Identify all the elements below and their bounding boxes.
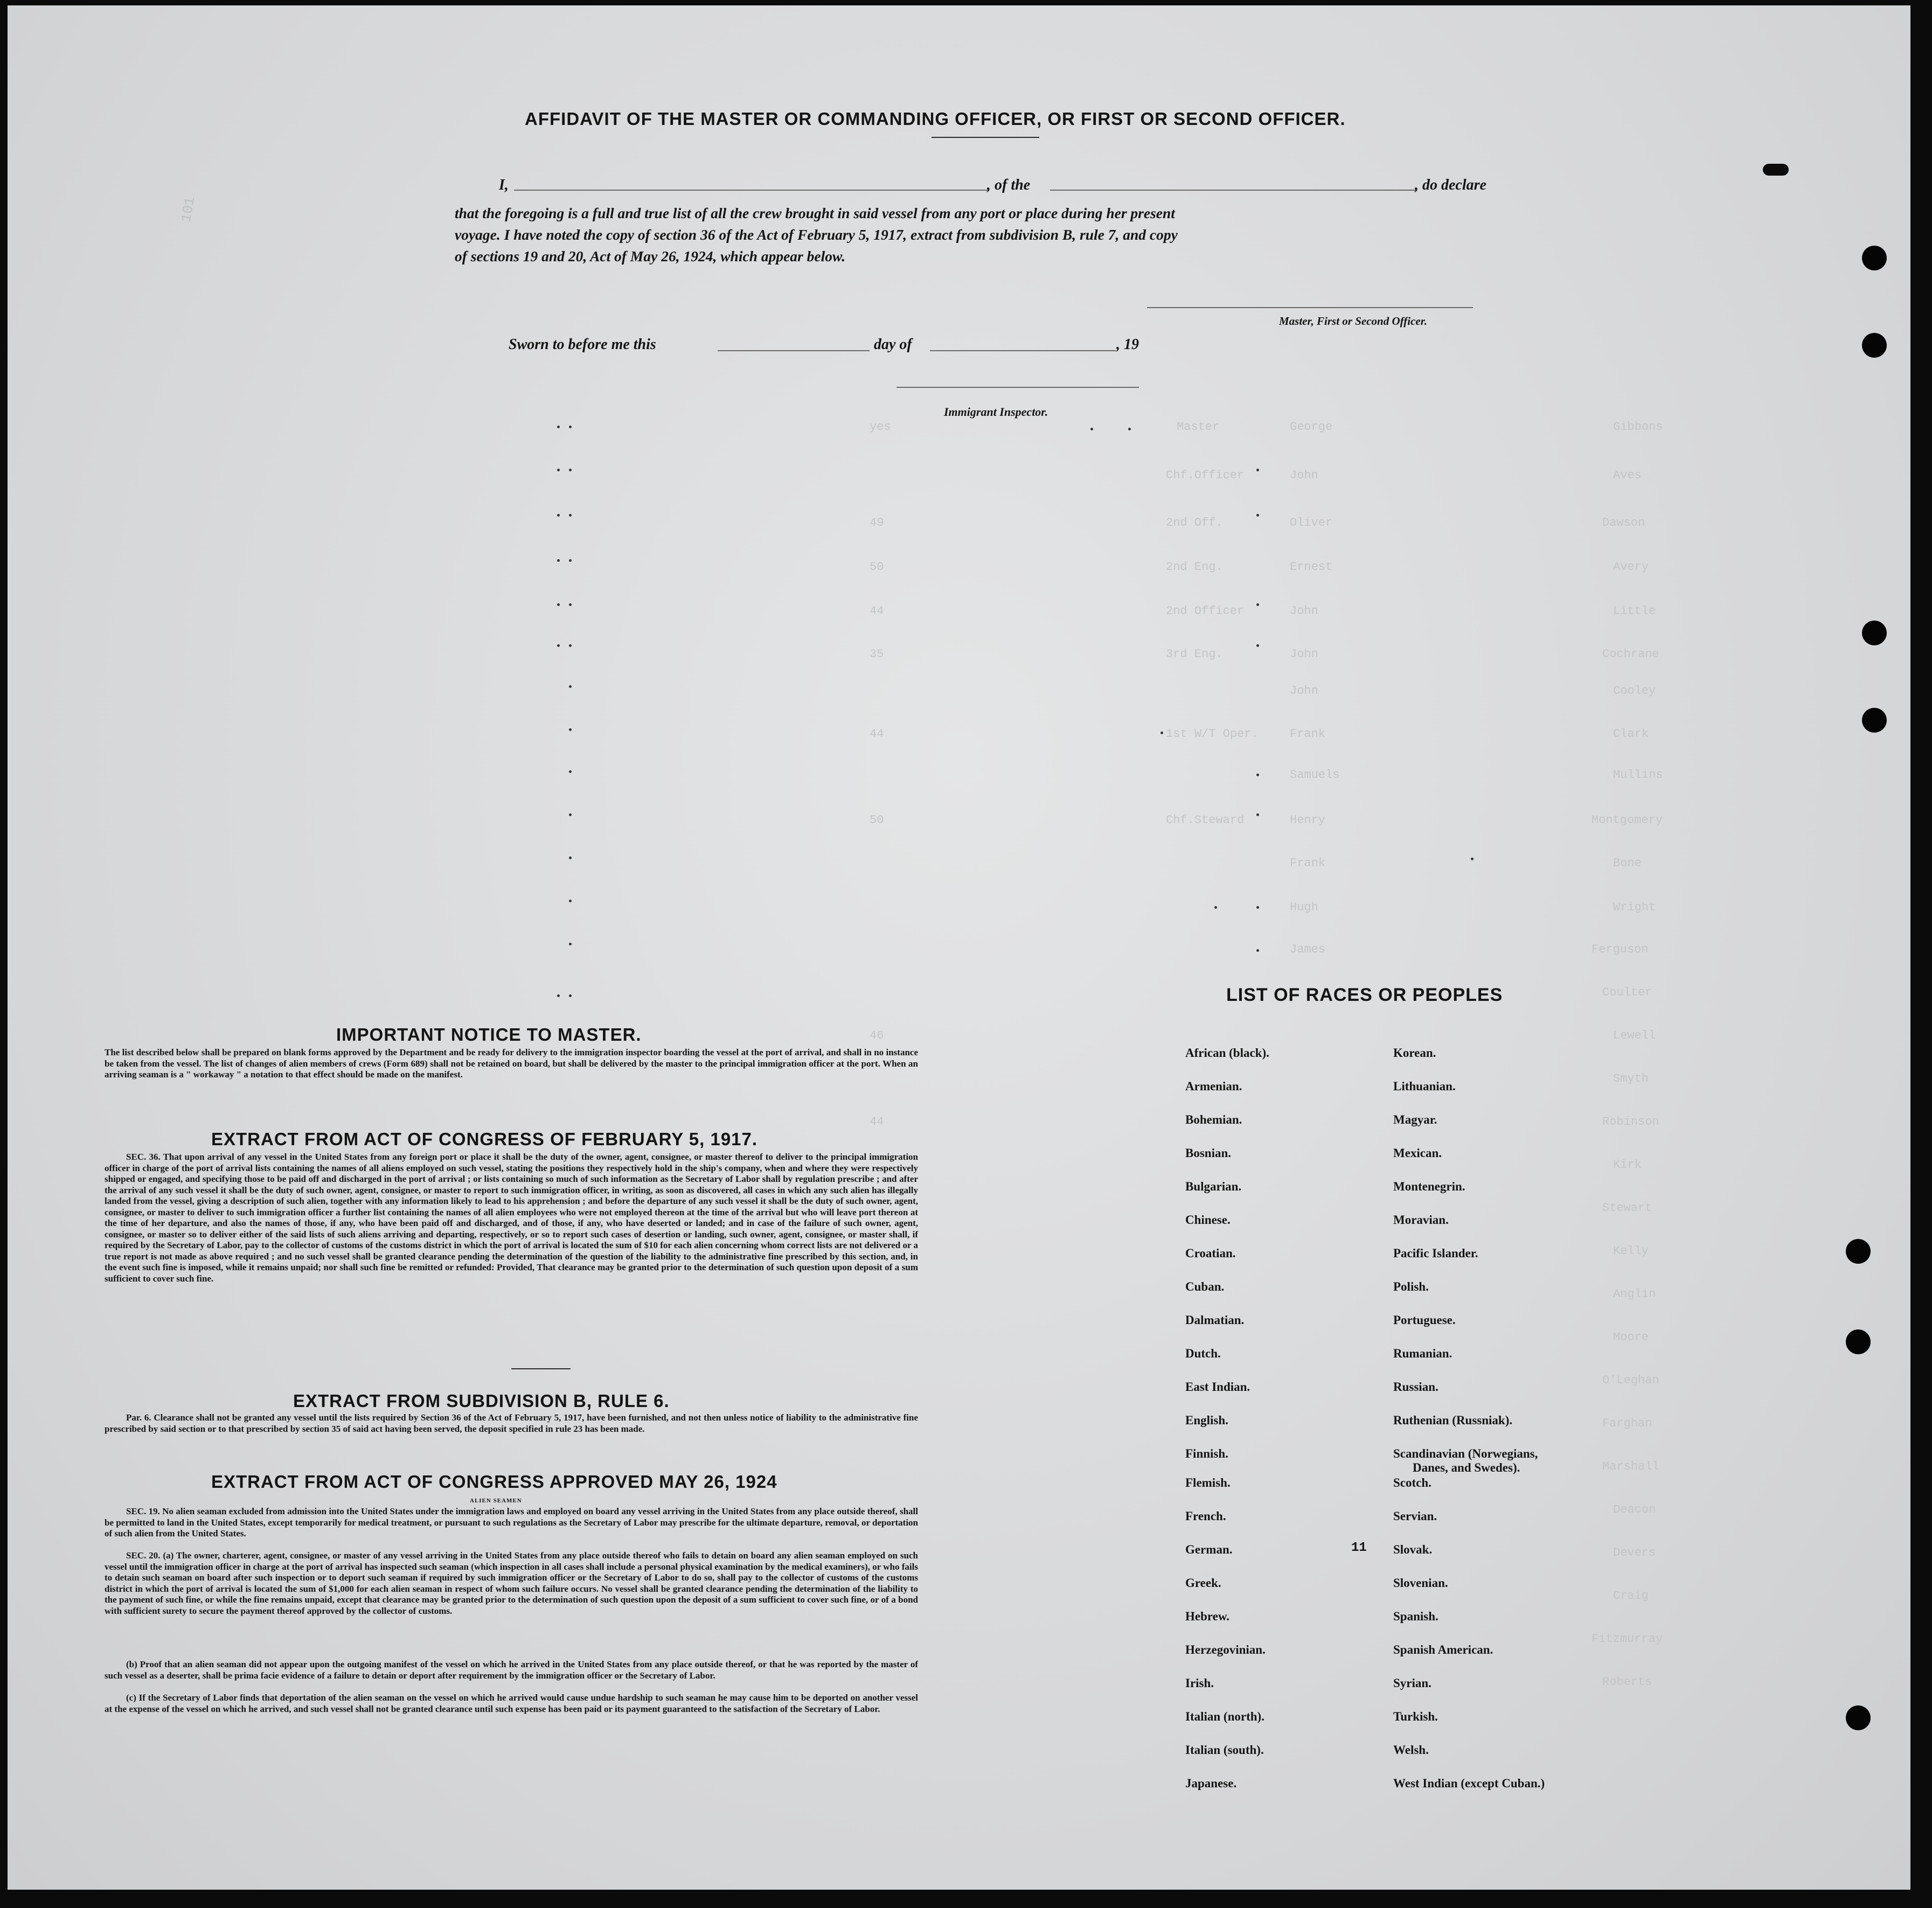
extract-1917-text: SEC. 36. That upon arrival of any vessel in the United States from any foreign port or place it shall be the duty of the owner, agent, consignee, or master thereof to deliver to the principal immigration officer in charge of the port of arrival lists containing the names of all aliens employed on such vessel, stating the positions they respectively hold in the ship's company, when and where they were respectively shipped or engaged, and specifying those to be paid off and discharged in the port of arrival ; or lists containing so much of such information as the Secretary of Labor shall by regulation prescribe ; and after the arrival of any such vessel it shall be the duty of such owner, agent, consignee, or master to report to such immigration officer, in writing, as soon as discovered, all cases in which any such alien has illegally landed from the vessel, giving a description of such alien, together with any information likely to lead to his apprehension ; and before the departure of any such vessel it shall be the duty of such owner, agent, consignee, or master to deliver to such immigration officer a further list containing the names of all alien employees who were not employed thereon at the time of the arrival but who will leave port thereon at the time of her departure, and also the names of those, if any, who have been paid off and discharged, and of those, if any, who have deserted or landed; and in case of the failure of such owner, agent, consignee, or master so to deliver either of the said lists of such aliens arriving and departing, respectively, or so to report such cases of desertion or landing, such owner, agent, consignee, or master shall, if required by the Secretary of Labor, pay to the collector of customs of the customs district in which the port of arrival is located the sum of $10 for each alien concerning whom correct lists are not delivered or a true report is not made as above required ; and no such vessel shall be granted clearance pending the determination of the question of the liability to the administrative fine prescribed by this section, and, in the event such fine is imposed, while it remains unpaid; nor shall such fine be remitted or refunded: Provided, That clearance may be granted prior to the determination of such question upon deposit of a sum sufficient to cover such fine.: [105, 1152, 918, 1284]
extract-1924-sec19: SEC. 19. No alien seaman excluded from admission into the United States under the immigration laws and employed on board any vessel arriving in the United States from any place outside thereof, shall be permitted to land in the United States, except temporarily for medical treatment, or pursuant to such regulations as the Secretary of Labor may prescribe for the ultimate departure, removal, or deportation of such alien from the United States.: [105, 1506, 918, 1538]
race-item: Scandinavian (Norwegians,: [1393, 1447, 1538, 1460]
sworn-day-field[interactable]: [718, 350, 870, 351]
officer-signature-field[interactable]: [1147, 307, 1473, 308]
race-item: Montenegrin.: [1393, 1180, 1465, 1193]
race-item: Syrian.: [1393, 1676, 1431, 1690]
race-item: German.: [1185, 1543, 1233, 1556]
race-item: Dalmatian.: [1185, 1313, 1245, 1327]
binder-hole: [1846, 1239, 1871, 1264]
extract-1924-sec20a: SEC. 20. (a) The owner, charterer, agent, consignee, or master of any vessel arriving in the United States from any place outside thereof who fails to detain on board any alien seaman employed on such vessel until the immigration officer in charge at the port of arrival has inspected such seaman (which inspection in all cases shall include a personal physical examination by the medical examiners), or who fails to detain such seaman on board after such inspection or to deport such seaman if required by such immigration officer or the Secretary of Labor to do so, shall pay to the collector of customs of the customs district in which the port of arrival is located the sum of $1,000 for each alien seaman in respect of whom such failure occurs. No vessel shall be granted clearance pending the determination of the liability to the payment of such fine, or while the fine remains unpaid, except that clearance may be granted prior to the determination of such question upon the deposit of a sum sufficient to cover such fine, or of a bond with sufficient surety to secure the payment thereof approved by the collector of customs.: [105, 1550, 918, 1616]
race-item: Dutch.: [1185, 1347, 1221, 1360]
race-item: Italian (south).: [1185, 1743, 1264, 1757]
race-item: Polish.: [1393, 1280, 1429, 1293]
race-item-continued: Danes, and Swedes).: [1413, 1461, 1520, 1474]
extract-rule6-text: Par. 6. Clearance shall not be granted any vessel until the lists required by Section 36 of the Act of February 5, 1917, have been furnished, and not then unless notice of liability to the administrative fine prescribed by said section or to that prescribed by section 35 of said act having been served, the deposit specified in rule 23 has been made.: [105, 1412, 918, 1434]
race-item: African (black).: [1185, 1046, 1269, 1060]
race-item: Bosnian.: [1185, 1146, 1232, 1160]
race-item: Korean.: [1393, 1046, 1436, 1060]
binder-hole: [1862, 708, 1887, 733]
race-item: Greek.: [1185, 1576, 1221, 1590]
officer-signature-label: Master, First or Second Officer.: [1279, 315, 1427, 328]
binder-hole: [1862, 246, 1887, 270]
race-item: Portuguese.: [1393, 1313, 1456, 1327]
notice-title: IMPORTANT NOTICE TO MASTER.: [336, 1025, 642, 1044]
extract-1924-sec20b: (b) Proof that an alien seaman did not appear upon the outgoing manifest of the vessel on which he arrived in the United States from any place outside thereof, or that he was reported by the master of such vessel as a deserter, shall be prima facie evidence of a failure to detain or deport after requirement by the immigration officer or the Secretary of Labor.: [105, 1659, 918, 1681]
race-item: Irish.: [1185, 1676, 1214, 1690]
title-rule: [932, 137, 1039, 138]
section-rule: [511, 1368, 571, 1369]
race-item: Pacific Islander.: [1393, 1247, 1478, 1260]
affidavit-of-the-label: , of the: [987, 177, 1031, 193]
extract-1917-title: EXTRACT FROM ACT OF CONGRESS OF FEBRUARY 5, 1917.: [211, 1129, 758, 1149]
binder-hole: [1862, 333, 1887, 358]
affidavit-line-3: voyage. I have noted the copy of section 36 of the Act of February 5, 1917, extract from subdivision B, rule 7, and copy: [455, 226, 1178, 243]
affidavit-title: AFFIDAVIT OF THE MASTER OR COMMANDING OFFICER, OR FIRST OR SECOND OFFICER.: [525, 109, 1346, 129]
extract-rule6-title: EXTRACT FROM SUBDIVISION B, RULE 6.: [293, 1391, 670, 1411]
document-page: Gibbons Aves Dawson Avery Little Cochrane Cooley Clark Mullins Montgomery Bone Wright Ferguson Coulter Lewell Smyth Robinson Kirk Stewart Kelly Anglin Moore O'Leghan Farghan Marshall Deacon Devers Craig Fitzmurray Roberts George John Oliver Ernest John John John Frank Samuels Henry Frank Hugh James Master Chf.Officer 2nd Off. 2nd Eng. 2nd Officer 3rd Eng. 1st W/T Oper. Chf.Steward yes 49 50 44 35 44 50 46 44 AFFIDAVIT OF THE MASTER OR COMMANDING OFFICER, OR FIRST OR SECOND OFFICER. I, , of the , do declare that the foregoing is a full and true list of all the crew brought in said vessel from any port or place during her present voyage. I have noted the copy of section 36 of the Act of February 5, 1917, extract from subdivision B, rule 7, and copy of sections 19 and 20, Act of May 26, 1924, which appear below. Master, First or Second Officer. Sworn to before me this day of , 19 Immigrant Inspector. IMPORTANT NOTICE TO MASTER. The list described below shall be prepared on blank forms approved by the Department and be ready for delivery to the immigration inspector boarding the vessel at the port of arrival, and shall in no instance be taken from the vessel. The list of changes of alien members of crews (Form 689) shall not be retained on board, but shall be delivered by the master to the principal immigration officer at the port. When an arriving seaman is a " workaway " a notation to that effect should be made on the manifest. EXTRACT FROM ACT OF CONGRESS OF FEBRUARY 5, 1917. SEC. 36. That upon arrival of any vessel in the United States from any foreign port or place it shall be the duty of the owner, agent, consignee, or master thereof to deliver to the principal immigration officer in charge of the port of arrival lists containing the names of all aliens employed on such vessel, stating the positions they respectively hold in the ship's company, when and where they were respectively shipped or engaged, and specifying those to be paid off and discharged in the port of arrival ; or lists containing so much of such information as the Secretary of Labor shall by regulation prescribe ; and after the arrival of any such vessel it shall be the duty of such owner, agent, consignee, or master to report to such immigration officer, in writing, as soon as discovered, all cases in which any such alien has illegally landed from the vessel, giving a description of such alien, together with any information likely to lead to his apprehension ; and before the departure of any such vessel it shall be the duty of such owner, agent, consignee, or master to deliver to such immigration officer a further list containing the names of all alien employees who were not employed thereon at the time of the arrival but who will leave port thereon at the time of her departure, and also the names of those, if any, who have been paid off and discharged, and of those, if any, who have deserted or landed; and in case of the failure of such owner, agent, consignee, or master so to deliver either of the said lists of such aliens arriving and departing, respectively, or so to report such cases of desertion or landing, such owner, agent, consignee, or master shall, if required by the Secretary of Labor, pay to the collector of customs of the customs district in which the port of arrival is located the sum of $10 for each alien concerning whom correct lists are not delivered or a true report is not made as above required ; and no such vessel shall be granted clearance pending the determination of the question of the liability to the administrative fine prescribed by this section, and, in the event such fine is imposed, while it remains unpaid; nor shall such fine be remitted or refunded: Provided, That clearance may be granted prior to the determination of such question upon deposit of a sum sufficient to cover such fine. EXTRACT FROM SUBDIVISION B, RULE 6. Par. 6. Clearance shall not be granted any vessel until the lists required by Section 36 of the Act of February 5, 1917, have been furnished, and not then unless notice of liability to the administrative fine prescribed by said section or to that prescribed by section 35 of said act having been served, the deposit specified in rule 23 has been made. EXTRACT FROM ACT OF CONGRESS APPROVED MAY 26, 1924 ALIEN SEAMEN SEC. 19. No alien seaman excluded from admission into the United States under the immigration laws and employed on board any vessel arriving in the United States from any place outside thereof, shall be permitted to land in the United States, except temporarily for medical treatment, or pursuant to such regulations as the Secretary of Labor may prescribe for the ultimate departure, removal, or deportation of such alien from the United States. SEC. 20. (a) The owner, charterer, agent, consignee, or master of any vessel arriving in the United States from any place outside thereof who fails to detain on board any alien seaman employed on such vessel until the immigration officer in charge at the port of arrival has inspected such seaman (which inspection in all cases shall include a personal physical examination by the medical examiners), or who fails to detain such seaman on board after such inspection or to deport such seaman if required by such immigration officer or the Secretary of Labor to do so, shall pay to the collector of customs of the customs district in which the port of arrival is located the sum of $1,000 for each alien seaman in respect of whom such failure occurs. No vessel shall be granted clearance pending the determination of the liability to the payment of such fine, or while the fine remains unpaid, except that clearance may be granted prior to the determination of such question upon the deposit of a sum sufficient to cover such fine, or of a bond with sufficient surety to secure the payment thereof approved by the collector of customs. (b) Proof that an alien seaman did not appear upon the outgoing manifest of the vessel on which he arrived in the United States from any place outside thereof, or that he was reported by the master of such vessel as a deserter, shall be prima facie evidence of a failure to detain or deport after requirement by the immigration officer or the Secretary of Labor. (c) If the Secretary of Labor finds that deportation of the alien seaman on the vessel on which he arrived would cause undue hardship to such seaman he may cause him to be deported on another vessel at the expense of the vessel on which he arrived, and such vessel shall not be granted clearance until such expense has been paid or its payment guaranteed to the satisfaction of the Secretary of Labor. LIST OF RACES OR PEOPLES African (black). Armenian. Bohemian. Bosnian. Bulgarian. Chinese. Croatian. Cuban. Dalmatian. Dutch. East Indian. English. Finnish. Flemish. French. German. Greek. Hebrew. Herzegovinian. Irish. Italian (north). Italian (south). Japanese. Korean. Lithuanian. Magyar. Mexican. Montenegrin. Moravian. Pacific Islander. Polish. Portuguese. Rumanian. Russian. Ruthenian (Russniak). Scandinavian (Norwegians, Danes, and Swedes). Scotch. Servian. Slovak. Slovenian. Spanish. Spanish American. Syrian. Turkish. Welsh. West Indian (except Cuban.) 11 101: [8, 5, 1910, 1890]
german-count-mark: 11: [1351, 1541, 1367, 1555]
vessel-field[interactable]: [1050, 190, 1416, 191]
race-item: Magyar.: [1393, 1113, 1437, 1126]
race-item: Italian (north).: [1185, 1710, 1264, 1723]
race-item: Welsh.: [1393, 1743, 1429, 1757]
race-item: East Indian.: [1185, 1380, 1250, 1394]
race-item: Chinese.: [1185, 1213, 1231, 1227]
name-field[interactable]: [514, 190, 989, 191]
race-item: Ruthenian (Russniak).: [1393, 1413, 1513, 1427]
race-item: Finnish.: [1185, 1447, 1228, 1460]
race-item: Spanish American.: [1393, 1643, 1493, 1656]
race-item: English.: [1185, 1413, 1228, 1427]
extract-1924-subtitle: ALIEN SEAMEN: [470, 1498, 522, 1504]
race-item: Scotch.: [1393, 1476, 1431, 1489]
inspector-signature-field[interactable]: [896, 387, 1139, 388]
year-label: , 19: [1116, 336, 1139, 353]
extract-1924-sec20c: (c) If the Secretary of Labor finds that deportation of the alien seaman on the vessel on which he arrived would cause undue hardship to such seaman he may cause him to be deported on another vessel at the expense of the vessel on which he arrived, and such vessel shall not be granted clearance until such expense has been paid or its payment guaranteed to the satisfaction of the Secretary of Labor.: [105, 1693, 918, 1714]
ink-blot: [1763, 164, 1789, 176]
notice-text: The list described below shall be prepared on blank forms approved by the Department and be ready for delivery to the immigration inspector boarding the vessel at the port of arrival, and shall in no instance be taken from the vessel. The list of changes of alien members of crews (Form 689) shall not be retained on board, but shall be delivered by the master to the principal immigration officer at the port. When an arriving seaman is a " workaway " a notation to that effect should be made on the manifest.: [105, 1047, 918, 1080]
race-item: Cuban.: [1185, 1280, 1225, 1293]
race-item: Turkish.: [1393, 1710, 1438, 1723]
binder-hole: [1846, 1329, 1871, 1354]
race-item: Armenian.: [1185, 1080, 1242, 1093]
race-item: Japanese.: [1185, 1777, 1237, 1790]
inspector-label: Immigrant Inspector.: [944, 405, 1048, 419]
affidavit-line-2: that the foregoing is a full and true list of all the crew brought in said vessel from any port or place during her present: [455, 205, 1175, 221]
race-item: Herzegovinian.: [1185, 1643, 1266, 1656]
race-item: Rumanian.: [1393, 1347, 1453, 1360]
race-item: Servian.: [1393, 1509, 1437, 1523]
race-item: Spanish.: [1393, 1610, 1438, 1623]
day-of-label: day of: [874, 336, 912, 353]
sworn-label: Sworn to before me this: [509, 336, 656, 353]
binder-hole: [1846, 1705, 1871, 1730]
race-item: Slovenian.: [1393, 1576, 1448, 1590]
race-item: Hebrew.: [1185, 1610, 1229, 1623]
sworn-month-field[interactable]: [930, 350, 1116, 351]
race-item: French.: [1185, 1509, 1226, 1523]
affidavit-i-label: I,: [499, 177, 509, 193]
affidavit-line-4: of sections 19 and 20, Act of May 26, 1924, which appear below.: [455, 248, 846, 264]
race-item: Flemish.: [1185, 1476, 1231, 1489]
affidavit-declare-label: , do declare: [1415, 177, 1486, 193]
race-item: Croatian.: [1185, 1247, 1236, 1260]
race-item: Slovak.: [1393, 1543, 1433, 1556]
extract-1924-title: EXTRACT FROM ACT OF CONGRESS APPROVED MAY 26, 1924: [211, 1472, 777, 1492]
race-item: Moravian.: [1393, 1213, 1449, 1227]
binder-hole: [1862, 621, 1887, 645]
race-item: Bulgarian.: [1185, 1180, 1242, 1193]
races-title: LIST OF RACES OR PEOPLES: [1226, 985, 1503, 1005]
margin-mark: 101: [178, 196, 199, 224]
race-item: Mexican.: [1393, 1146, 1442, 1160]
race-item: Lithuanian.: [1393, 1080, 1456, 1093]
race-item: Russian.: [1393, 1380, 1438, 1394]
race-item: West Indian (except Cuban.): [1393, 1777, 1545, 1790]
race-item: Bohemian.: [1185, 1113, 1242, 1126]
